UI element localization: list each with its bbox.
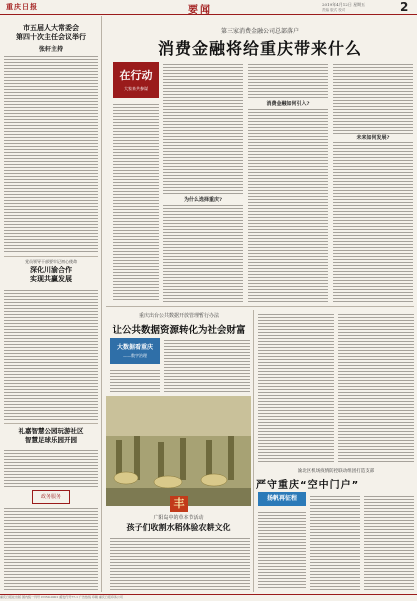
story-kicker: 渝北区机场疫情防控联动组团打造支部	[297, 469, 375, 474]
topic-label: 大数据看重庆	[116, 344, 153, 351]
article-body	[163, 62, 243, 302]
section-divider	[106, 306, 414, 307]
harvest-banner: 丰	[170, 496, 188, 512]
story-subtitle: 张轩主持	[38, 46, 63, 53]
article-body	[258, 510, 306, 590]
column-divider	[253, 310, 254, 592]
campaign-badge	[113, 62, 159, 98]
article-body	[4, 54, 98, 252]
story-kicker: 重庆出台公共数据开放管理暂行办法	[138, 313, 219, 319]
article-body	[164, 338, 250, 392]
article-subhead: 消费金融如何引入?	[248, 100, 328, 107]
article-subhead: 未来如何发展?	[333, 134, 413, 141]
section-title: 要闻	[188, 5, 212, 16]
news-photo	[106, 396, 251, 506]
article-body	[364, 494, 414, 590]
ad-box: 政务服务	[32, 490, 70, 504]
column-divider	[101, 16, 102, 592]
headline: 孩子们收割水稻体验农耕文化	[126, 523, 231, 532]
headline: 让公共数据资源转化为社会财富	[112, 325, 246, 336]
topic-label-box	[110, 338, 160, 364]
article-body	[4, 448, 98, 488]
photo-illustration	[106, 396, 251, 506]
article-body	[110, 536, 250, 590]
newspaper-logo: 重庆日报	[6, 2, 38, 11]
topic-sublabel: ——数字治理	[123, 353, 147, 358]
story-title: 礼嘉智慧公园玩游社区 智慧足球乐园开园	[18, 427, 84, 444]
story-divider	[4, 423, 98, 424]
headline: 消费金融将给重庆带来什么	[157, 39, 362, 58]
series-badge: 扬帆再征程	[258, 492, 306, 506]
headline: 严守重庆“空中门户”	[256, 480, 360, 491]
story-title: 市五届人大常委会 第四十次主任会议举行	[16, 24, 86, 41]
article-body	[4, 506, 98, 590]
article-body	[113, 102, 159, 302]
story-kicker: 党员领导干部要牢记初心使命	[25, 259, 77, 264]
page-footer: 重庆日报社出版 国内统一刊号 CN50-0001 邮发代号77-1 广告热线 印刷 重庆日报印务公司	[0, 594, 417, 601]
badge-main-text: 在行动	[119, 69, 153, 82]
article-body	[258, 312, 334, 462]
article-body	[338, 312, 414, 462]
article-body	[310, 494, 360, 590]
editor-credits: 责编 版式 校对	[322, 8, 346, 12]
article-subhead: 为什么选择重庆?	[163, 196, 243, 203]
article-body	[4, 288, 98, 420]
article-body	[333, 62, 413, 302]
badge-sub-text: 大家来共参谋	[124, 86, 148, 91]
story-kicker: 第三家消费金融公司总部落户	[220, 28, 299, 35]
story-kicker: 广阳岛中的草本节活动	[153, 515, 204, 521]
story-divider	[4, 256, 98, 257]
issue-date: 2019年4月12日 星期五	[322, 2, 366, 7]
page-number: 2	[400, 0, 409, 14]
story-title: 深化川渝合作 实现共赢发展	[30, 266, 72, 283]
article-body	[248, 62, 328, 302]
article-body	[110, 368, 160, 392]
